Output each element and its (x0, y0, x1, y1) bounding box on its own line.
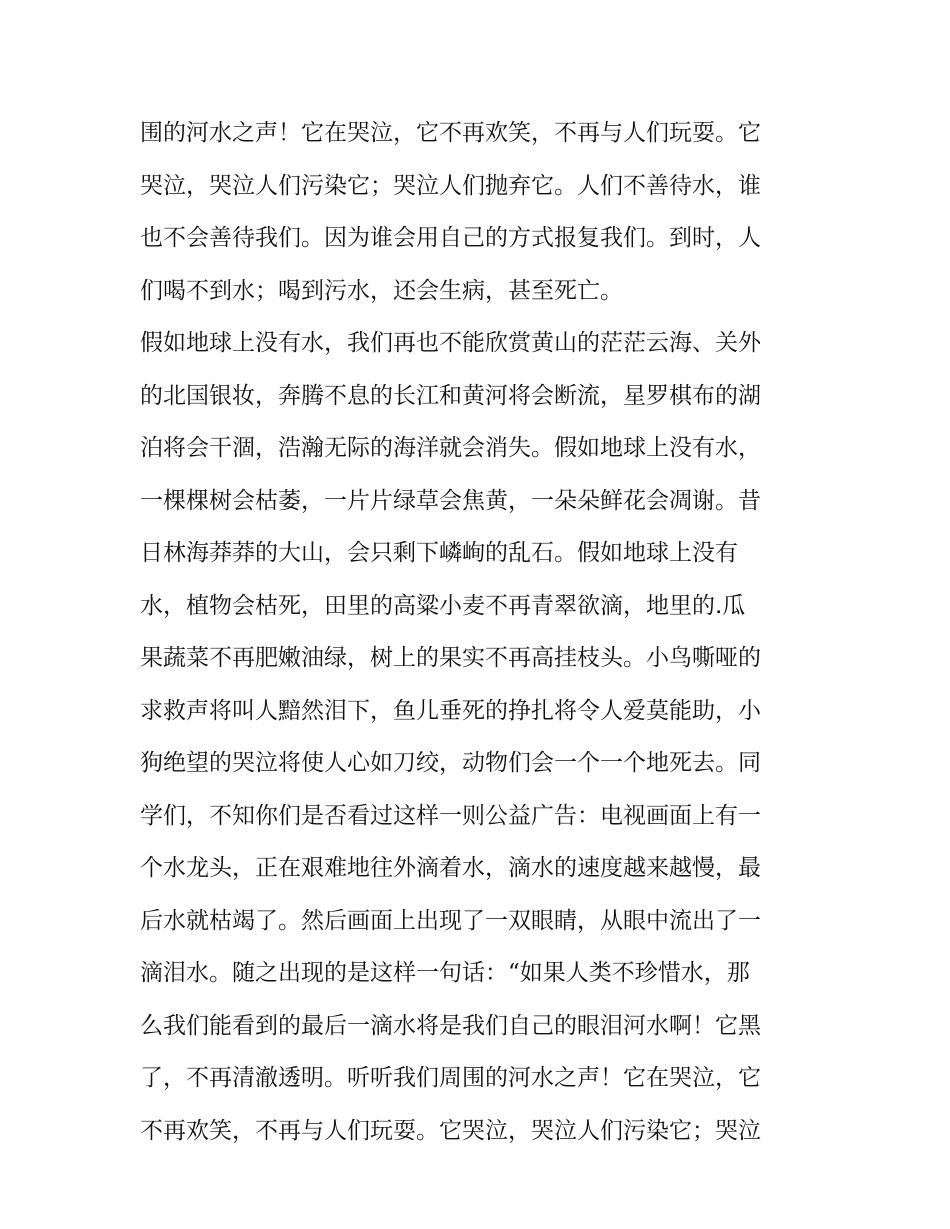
text-line: 围的河水之声！它在哭泣，它不再欢笑，不再与人们玩耍。它 (140, 120, 761, 146)
text-line: 滴泪水。随之出现的是这样一句话：“如果人类不珍惜水，那 (140, 960, 750, 986)
text-line: 泊将会干涸，浩瀚无际的海洋就会消失。假如地球上没有水， (140, 435, 761, 461)
text-line: 求救声将叫人黯然泪下，鱼儿垂死的挣扎将令人爱莫能助，小 (140, 697, 761, 724)
text-line: 不再欢笑，不再与人们玩耍。它哭泣，哭泣人们污染它；哭泣 (140, 1117, 761, 1144)
text-line: 的北国银妆，奔腾不息的长江和黄河将会断流，星罗棋布的湖 (140, 382, 761, 409)
text-line: 果蔬菜不再肥嫩油绿，树上的果实不再高挂枝头。小鸟嘶哑的 (140, 645, 761, 671)
text-line: 后水就枯竭了。然后画面上出现了一双眼睛，从眼中流出了一 (140, 907, 761, 934)
text-line: 假如地球上没有水，我们再也不能欣赏黄山的茫茫云海、关外 (140, 330, 761, 356)
text-line: 个水龙头，正在艰难地往外滴着水，滴水的速度越来越慢，最 (140, 855, 761, 881)
text-line: 狗绝望的哭泣将使人心如刀绞，动物们会一个一个地死去。同 (140, 750, 761, 776)
text-line: 水，植物会枯死，田里的高粱小麦不再青翠欲滴，地里的.瓜 (140, 592, 746, 619)
text-line: 了，不再清澈透明。听听我们周围的河水之声！它在哭泣，它 (140, 1065, 761, 1091)
text-line: 学们，不知你们是否看过这样一则公益广告：电视画面上有一 (140, 802, 761, 829)
text-line: 也不会善待我们。因为谁会用自己的方式报复我们。到时，人 (140, 225, 761, 251)
essay-text (140, 107, 820, 1157)
text-line: 一棵棵树会枯萎，一片片绿草会焦黄，一朵朵鲜花会凋谢。昔 (140, 487, 761, 514)
text-line: 哭泣，哭泣人们污染它；哭泣人们抛弃它。人们不善待水，谁 (140, 172, 761, 199)
text-line: 么我们能看到的最后一滴水将是我们自己的眼泪河水啊！它黑 (140, 1012, 761, 1039)
text-line: 日林海莽莽的大山，会只剩下嶙峋的乱石。假如地球上没有 (140, 540, 738, 566)
text-line: 们喝不到水；喝到污水，还会生病，甚至死亡。 (140, 277, 623, 304)
